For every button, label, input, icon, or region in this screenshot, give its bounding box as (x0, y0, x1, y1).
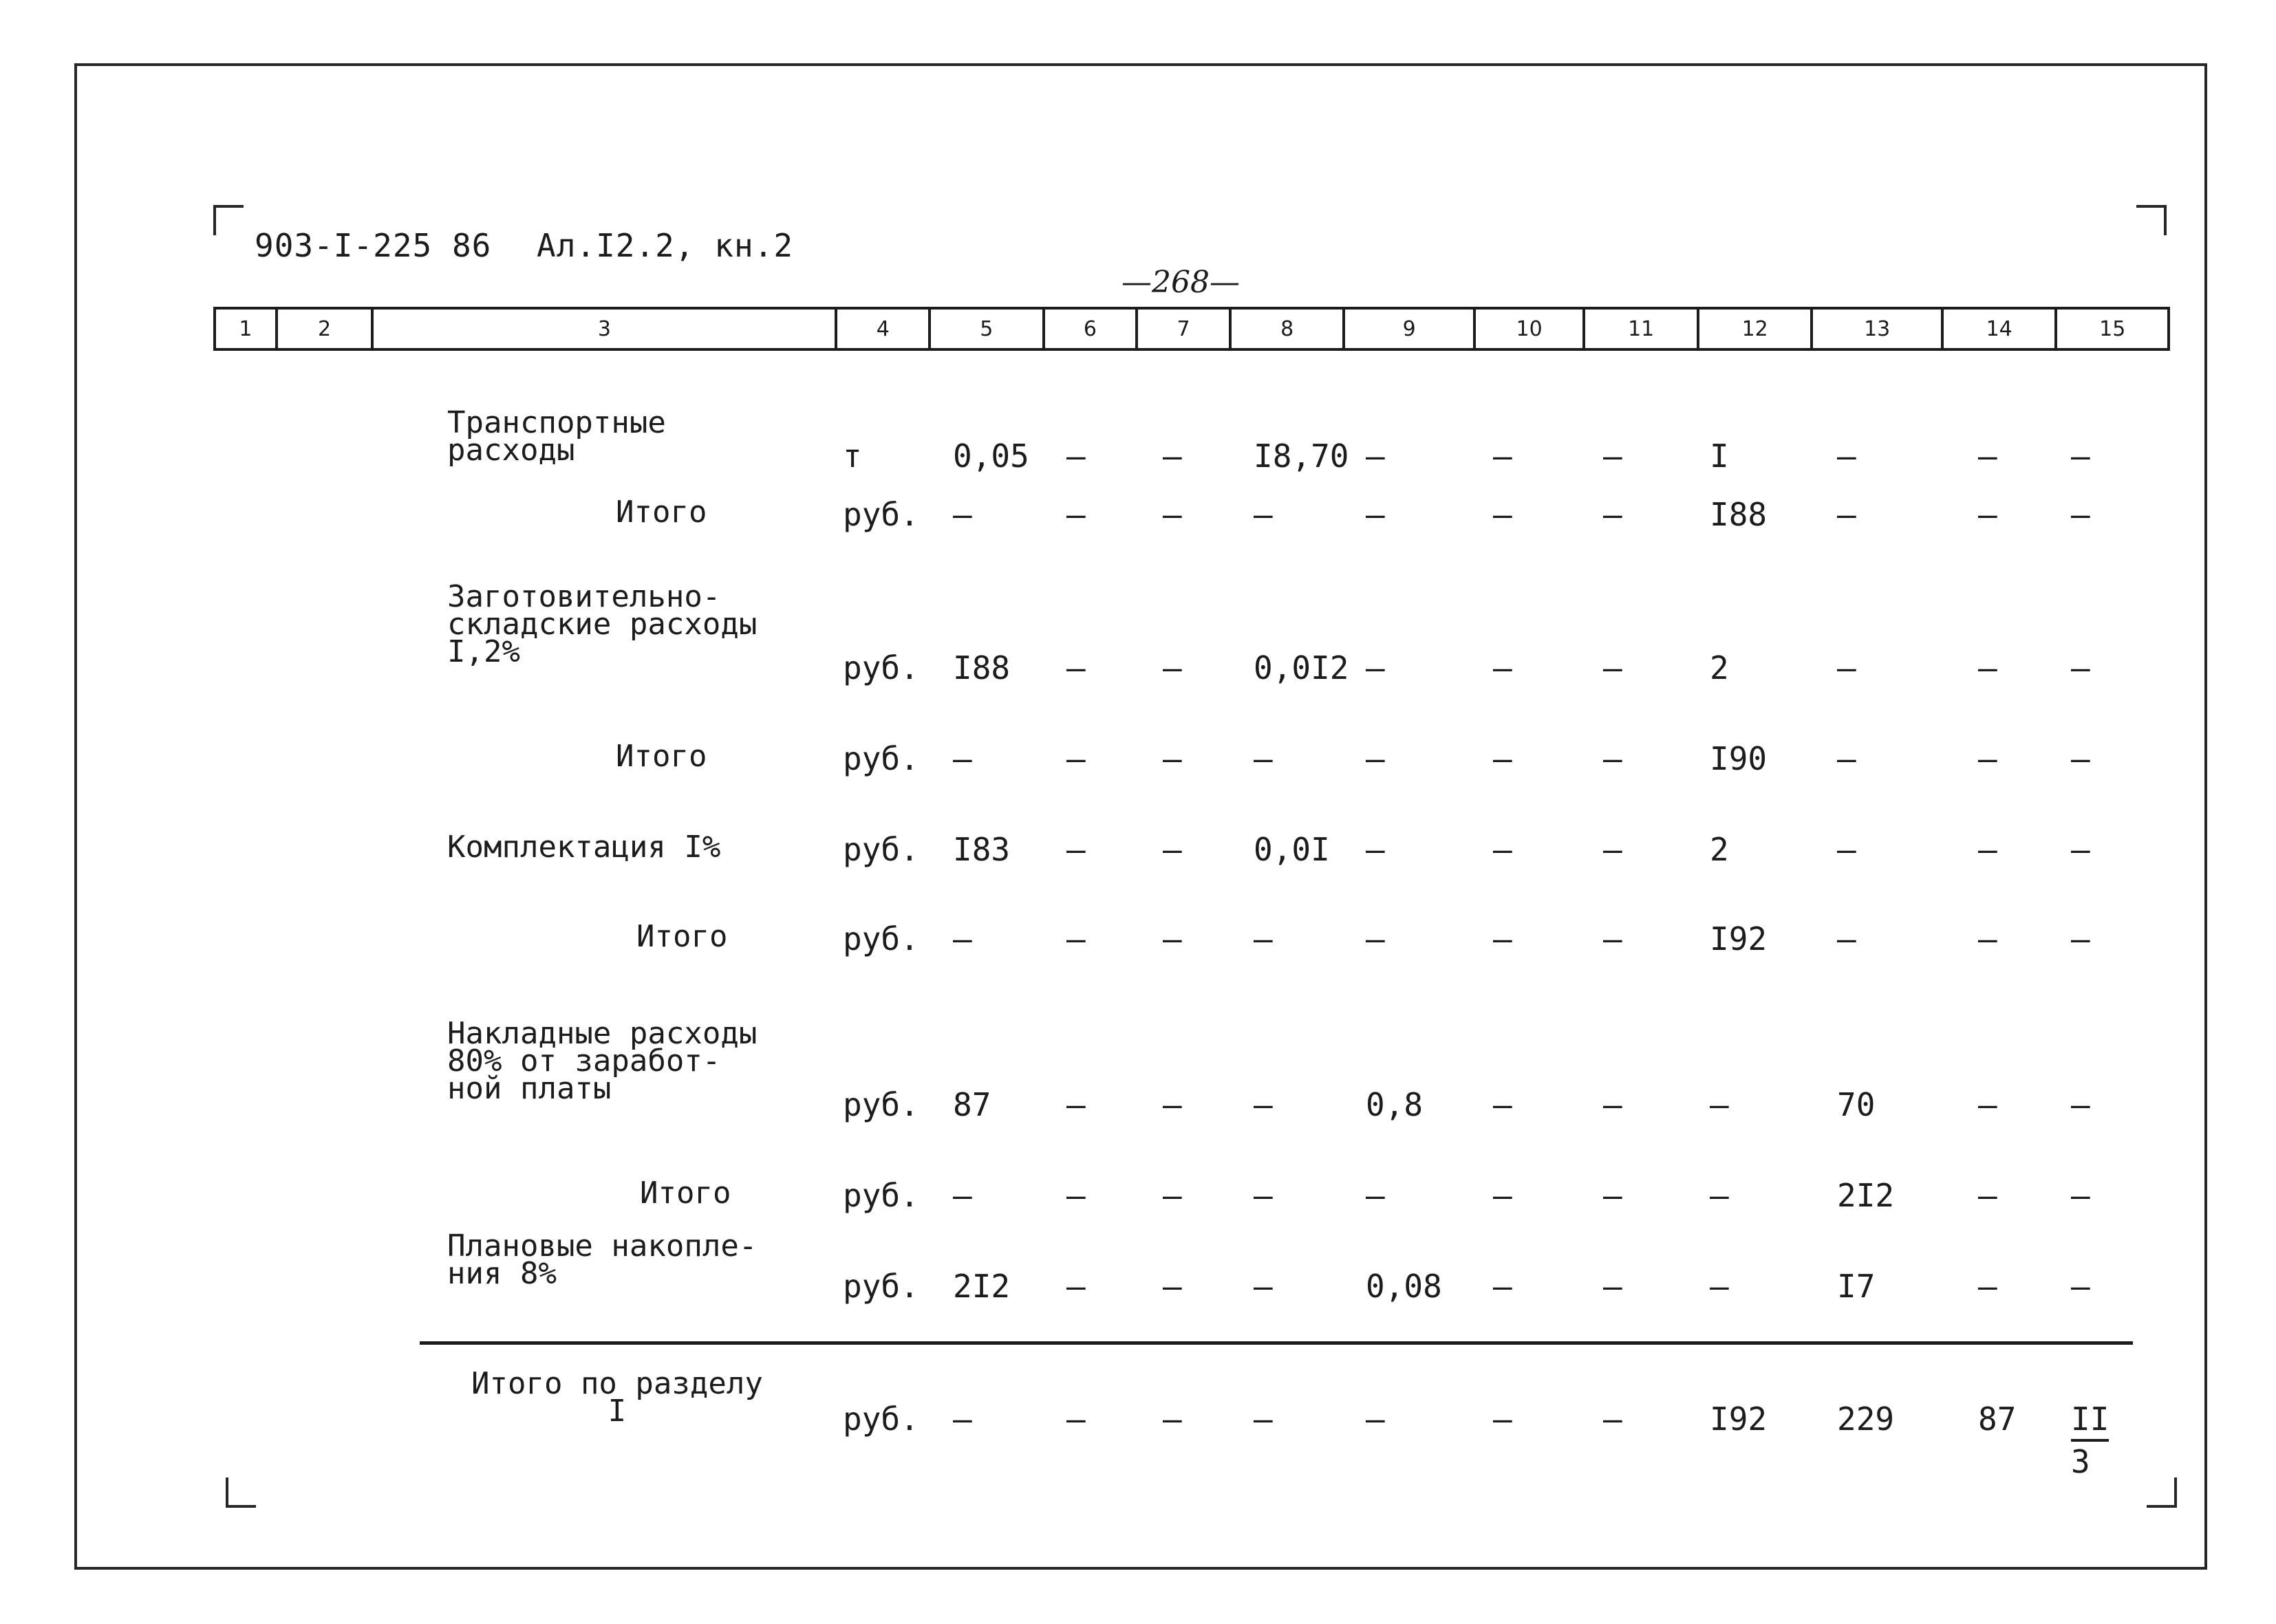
document-code: 903-I-225 86 (255, 227, 492, 264)
cell-col-10: – (1493, 740, 1512, 777)
cell-col-14: – (1978, 1086, 1997, 1123)
cell-col-10: – (1493, 1177, 1512, 1214)
cell-col-7: – (1163, 1086, 1182, 1123)
cell-col-14: – (1978, 437, 1997, 475)
cell-col-7: – (1163, 831, 1182, 868)
cell-col-12: – (1710, 1086, 1729, 1123)
row-unit: руб. (843, 496, 919, 533)
cell-col-13: – (1837, 496, 1856, 533)
column-number-15: 15 (2099, 316, 2126, 341)
cell-col-12: – (1710, 1268, 1729, 1305)
cell-col-7: – (1163, 496, 1182, 533)
column-number-8: 8 (1232, 310, 1346, 348)
cell-col-10: – (1493, 831, 1512, 868)
cell-col-13: – (1837, 740, 1856, 777)
cell-col-14: 87 (1978, 1400, 2017, 1438)
column-number-11: 11 (1585, 310, 1699, 348)
row-label: Плановые накопле- ния 8% (447, 1228, 758, 1291)
cell-col-9: – (1366, 437, 1385, 475)
cell-col-9: – (1366, 1177, 1385, 1214)
row-unit: руб. (843, 1086, 919, 1123)
cell-col-8: – (1254, 1177, 1273, 1214)
cell-col-8: I8,70 (1254, 437, 1349, 475)
cell-col-11: – (1603, 1086, 1622, 1123)
cell-col-10: – (1493, 496, 1512, 533)
cell-col-14: – (1978, 740, 1997, 777)
cell-col-15-denominator: 3 (2071, 1443, 2090, 1480)
cell-col-5: – (953, 1400, 972, 1438)
cell-col-15: – (2071, 437, 2090, 475)
column-number-9: 9 (1345, 310, 1475, 348)
page-number: —268— (1121, 265, 1240, 300)
cell-col-9: – (1366, 831, 1385, 868)
column-number-6: 6 (1045, 310, 1139, 348)
cell-col-6: – (1066, 920, 1086, 957)
cell-col-5: – (953, 740, 972, 777)
sheet-reference: Ал.I2.2, кн.2 (537, 227, 794, 264)
cell-col-11: – (1603, 920, 1622, 957)
cell-col-13: – (1837, 920, 1856, 957)
cell-col-7: – (1163, 649, 1182, 686)
row-unit: руб. (843, 1268, 919, 1305)
cell-col-8: – (1254, 1400, 1273, 1438)
cell-col-12: I (1710, 437, 1729, 475)
row-label: Итого по разделу I (471, 1366, 763, 1429)
cell-col-9: 0,8 (1366, 1086, 1424, 1123)
cell-col-9: – (1366, 920, 1385, 957)
cell-col-6: – (1066, 649, 1086, 686)
cell-col-5: 0,05 (953, 437, 1029, 475)
cell-col-6: – (1066, 1177, 1086, 1214)
cell-col-15: – (2071, 740, 2090, 777)
column-number-5: 5 (931, 310, 1045, 348)
cell-col-8: – (1254, 496, 1273, 533)
row-unit: руб. (843, 1400, 919, 1438)
cell-col-13: – (1837, 649, 1856, 686)
cell-col-11: – (1603, 437, 1622, 475)
cell-col-8: – (1254, 920, 1273, 957)
cell-col-15: – (2071, 1177, 2090, 1214)
cell-col-13: 2I2 (1837, 1177, 1895, 1214)
cell-col-10: – (1493, 1268, 1512, 1305)
cell-col-11: – (1603, 1177, 1622, 1214)
cell-col-12: 2 (1710, 831, 1729, 868)
cell-col-12: 2 (1710, 649, 1729, 686)
corner-mark-top-right (2136, 205, 2167, 235)
cell-col-7: – (1163, 920, 1182, 957)
row-unit: руб. (843, 740, 919, 777)
row-unit: руб. (843, 1177, 919, 1214)
column-number-10: 10 (1476, 310, 1586, 348)
cell-col-12: – (1710, 1177, 1729, 1214)
row-label: Итого (616, 739, 707, 774)
cell-col-12: I90 (1710, 740, 1768, 777)
cell-col-14: – (1978, 1268, 1997, 1305)
cell-col-5: I83 (953, 831, 1011, 868)
column-number-2: 2 (278, 310, 374, 348)
cell-col-5: – (953, 496, 972, 533)
cell-col-15: – (2071, 649, 2090, 686)
cell-col-10: – (1493, 437, 1512, 475)
cell-col-5: 2I2 (953, 1268, 1011, 1305)
cell-col-11: – (1603, 831, 1622, 868)
cell-col-10: – (1493, 1086, 1512, 1123)
cell-col-6: – (1066, 831, 1086, 868)
column-number-12: 12 (1699, 310, 1814, 348)
underlined-value: II (2071, 1403, 2109, 1442)
column-number-13: 13 (1813, 310, 1943, 348)
cell-col-12: I92 (1710, 1400, 1768, 1438)
column-number-1: 1 (216, 310, 278, 348)
cell-col-7: – (1163, 1400, 1182, 1438)
cell-col-13: 229 (1837, 1400, 1895, 1438)
column-number-3: 3 (374, 310, 837, 348)
cell-col-9: 0,08 (1366, 1268, 1442, 1305)
cell-col-13: – (1837, 437, 1856, 475)
cell-col-8: – (1254, 1268, 1273, 1305)
cell-col-12: I92 (1710, 920, 1768, 957)
cell-col-12: I88 (1710, 496, 1768, 533)
column-number-14: 14 (1944, 310, 2058, 348)
row-unit: руб. (843, 831, 919, 868)
cell-col-11: – (1603, 649, 1622, 686)
column-number-header (213, 307, 2170, 351)
cell-col-13: 70 (1837, 1086, 1876, 1123)
column-number-7: 7 (1138, 310, 1232, 348)
cell-col-15: – (2071, 1268, 2090, 1305)
row-label: Итого (636, 919, 728, 954)
row-label: Комплектация I% (447, 830, 721, 865)
cell-col-6: – (1066, 437, 1086, 475)
section-total-rule (420, 1341, 2133, 1345)
cell-col-7: – (1163, 1268, 1182, 1305)
corner-mark-bottom-right (2147, 1477, 2177, 1508)
cell-col-8: – (1254, 1086, 1273, 1123)
cell-col-11: – (1603, 740, 1622, 777)
row-unit: руб. (843, 649, 919, 686)
cell-col-5: I88 (953, 649, 1011, 686)
cell-col-8: 0,0I (1254, 831, 1330, 868)
cell-col-8: – (1254, 740, 1273, 777)
cell-col-6: – (1066, 1086, 1086, 1123)
row-label: Заготовительно- складские расходы I,2% (447, 579, 758, 669)
row-label: Итого (616, 495, 707, 530)
cell-col-7: – (1163, 437, 1182, 475)
cell-col-6: – (1066, 1400, 1086, 1438)
cell-col-9: – (1366, 740, 1385, 777)
cell-col-15: – (2071, 1086, 2090, 1123)
cell-col-11: – (1603, 496, 1622, 533)
cell-col-5: – (953, 920, 972, 957)
cell-col-14: – (1978, 920, 1997, 957)
cell-col-6: – (1066, 496, 1086, 533)
cell-col-15: – (2071, 831, 2090, 868)
cell-col-14: – (1978, 649, 1997, 686)
cell-col-15 (2071, 1400, 2109, 1442)
cell-col-5: 87 (953, 1086, 991, 1123)
cell-col-6: – (1066, 1268, 1086, 1305)
cell-col-9: – (1366, 649, 1385, 686)
cell-col-9: – (1366, 496, 1385, 533)
cell-col-7: – (1163, 1177, 1182, 1214)
cell-col-13: I7 (1837, 1268, 1876, 1305)
cell-col-5: – (953, 1177, 972, 1214)
cell-col-11: – (1603, 1268, 1622, 1305)
cell-col-10: – (1493, 1400, 1512, 1438)
corner-mark-bottom-left (226, 1477, 256, 1508)
cell-col-15: – (2071, 920, 2090, 957)
row-label: Транспортные расходы (447, 405, 666, 468)
cell-col-6: – (1066, 740, 1086, 777)
cell-col-9: – (1366, 1400, 1385, 1438)
cell-col-11: – (1603, 1400, 1622, 1438)
column-number-4: 4 (837, 310, 931, 348)
row-label: Итого (640, 1176, 731, 1211)
row-label: Накладные расходы 80% от заработ- ной платы (447, 1016, 758, 1106)
cell-col-14: – (1978, 1177, 1997, 1214)
cell-col-10: – (1493, 649, 1512, 686)
row-unit: руб. (843, 920, 919, 957)
cell-col-15: – (2071, 496, 2090, 533)
cell-col-7: – (1163, 740, 1182, 777)
corner-mark-top-left (213, 205, 244, 235)
cell-col-10: – (1493, 920, 1512, 957)
cell-col-8: 0,0I2 (1254, 649, 1349, 686)
cell-col-14: – (1978, 496, 1997, 533)
row-unit: т (843, 437, 862, 475)
cell-col-13: – (1837, 831, 1856, 868)
cell-col-14: – (1978, 831, 1997, 868)
